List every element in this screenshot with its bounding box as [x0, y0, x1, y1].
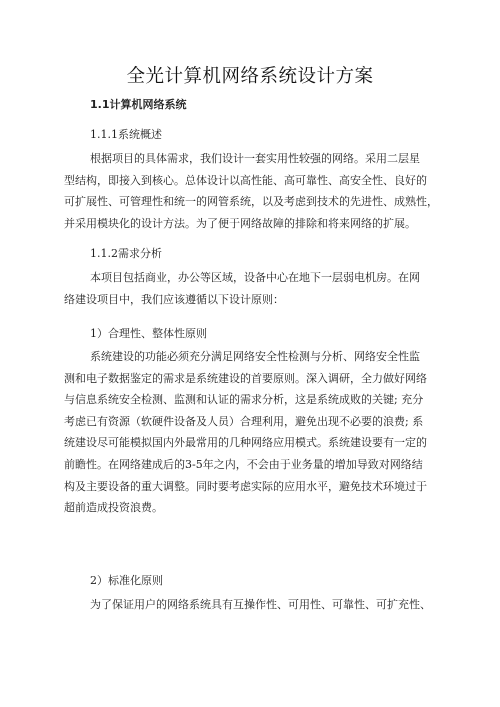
section-heading-1-1-2: 1.1.2需求分析 [90, 247, 162, 260]
document-title: 全光计算机网络系统设计方案 [126, 66, 374, 87]
section-heading-1-1: 1.1计算机网络系统 [90, 98, 187, 111]
paragraph-line: 并采用模块化的设计方法。为了便于网络故障的排除和将来网络的扩展。 [64, 216, 416, 230]
paragraph-principle-1 [64, 346, 444, 519]
principle-heading-2: 2）标准化原则 [90, 574, 163, 587]
paragraph-line: 考虑已有资源（软硬件设备及人员）合理利用，避免出现不必要的浪费; 系 [64, 414, 424, 428]
paragraph-line: 可扩展性、可管理性和统一的网管系统，以及考虑到技术的先进性、成熟性， [64, 195, 438, 209]
paragraph-line: 测和电子数据鉴定的需求是系统建设的首要原则。深入调研，全力做好网络 [64, 371, 427, 385]
paragraph-line: 超前造成投资浪费。 [64, 501, 163, 515]
paragraph-line: 前瞻性。在网络建成后的3-5年之内，不会由于业务量的增加导致对网络结 [64, 457, 423, 471]
paragraph-overview [64, 148, 444, 234]
paragraph-line: 与信息系统安全检测、监测和认证的需求分析，这是系统成败的关键; 充分 [64, 393, 424, 407]
principle-heading-1: 1）合理性、整体性原则 [90, 327, 207, 340]
paragraph-line: 系统建设的功能必须充分满足网络安全性检测与分析、网络安全性监 [90, 350, 420, 363]
paragraph-principle-2 [64, 594, 444, 616]
paragraph-line: 根据项目的具体需求，我们设计一套实用性较强的网络。采用二层星 [90, 152, 420, 165]
section-heading-1-1-1: 1.1.1系统概述 [90, 128, 162, 141]
paragraph-line: 型结构，即接入到核心。总体设计以高性能、高可靠性、高安全性、良好的 [64, 173, 427, 187]
paragraph-line: 统建设尽可能模拟国内外最常用的几种网络应用模式。系统建设要有一定的 [64, 436, 427, 450]
paragraph-line: 络建设项目中，我们应该遵循以下设计原则： [64, 292, 284, 306]
paragraph-requirements [64, 267, 444, 310]
paragraph-line: 本项目包括商业，办公等区域，设备中心在地下一层弱电机房。在网 [90, 271, 420, 284]
paragraph-line: 构及主要设备的重大调整。同时要考虑实际的应用水平，避免技术环境过于 [64, 479, 427, 493]
paragraph-line: 为了保证用户的网络系统具有互操作性、可用性、可靠性、可扩充性、 [90, 598, 431, 611]
